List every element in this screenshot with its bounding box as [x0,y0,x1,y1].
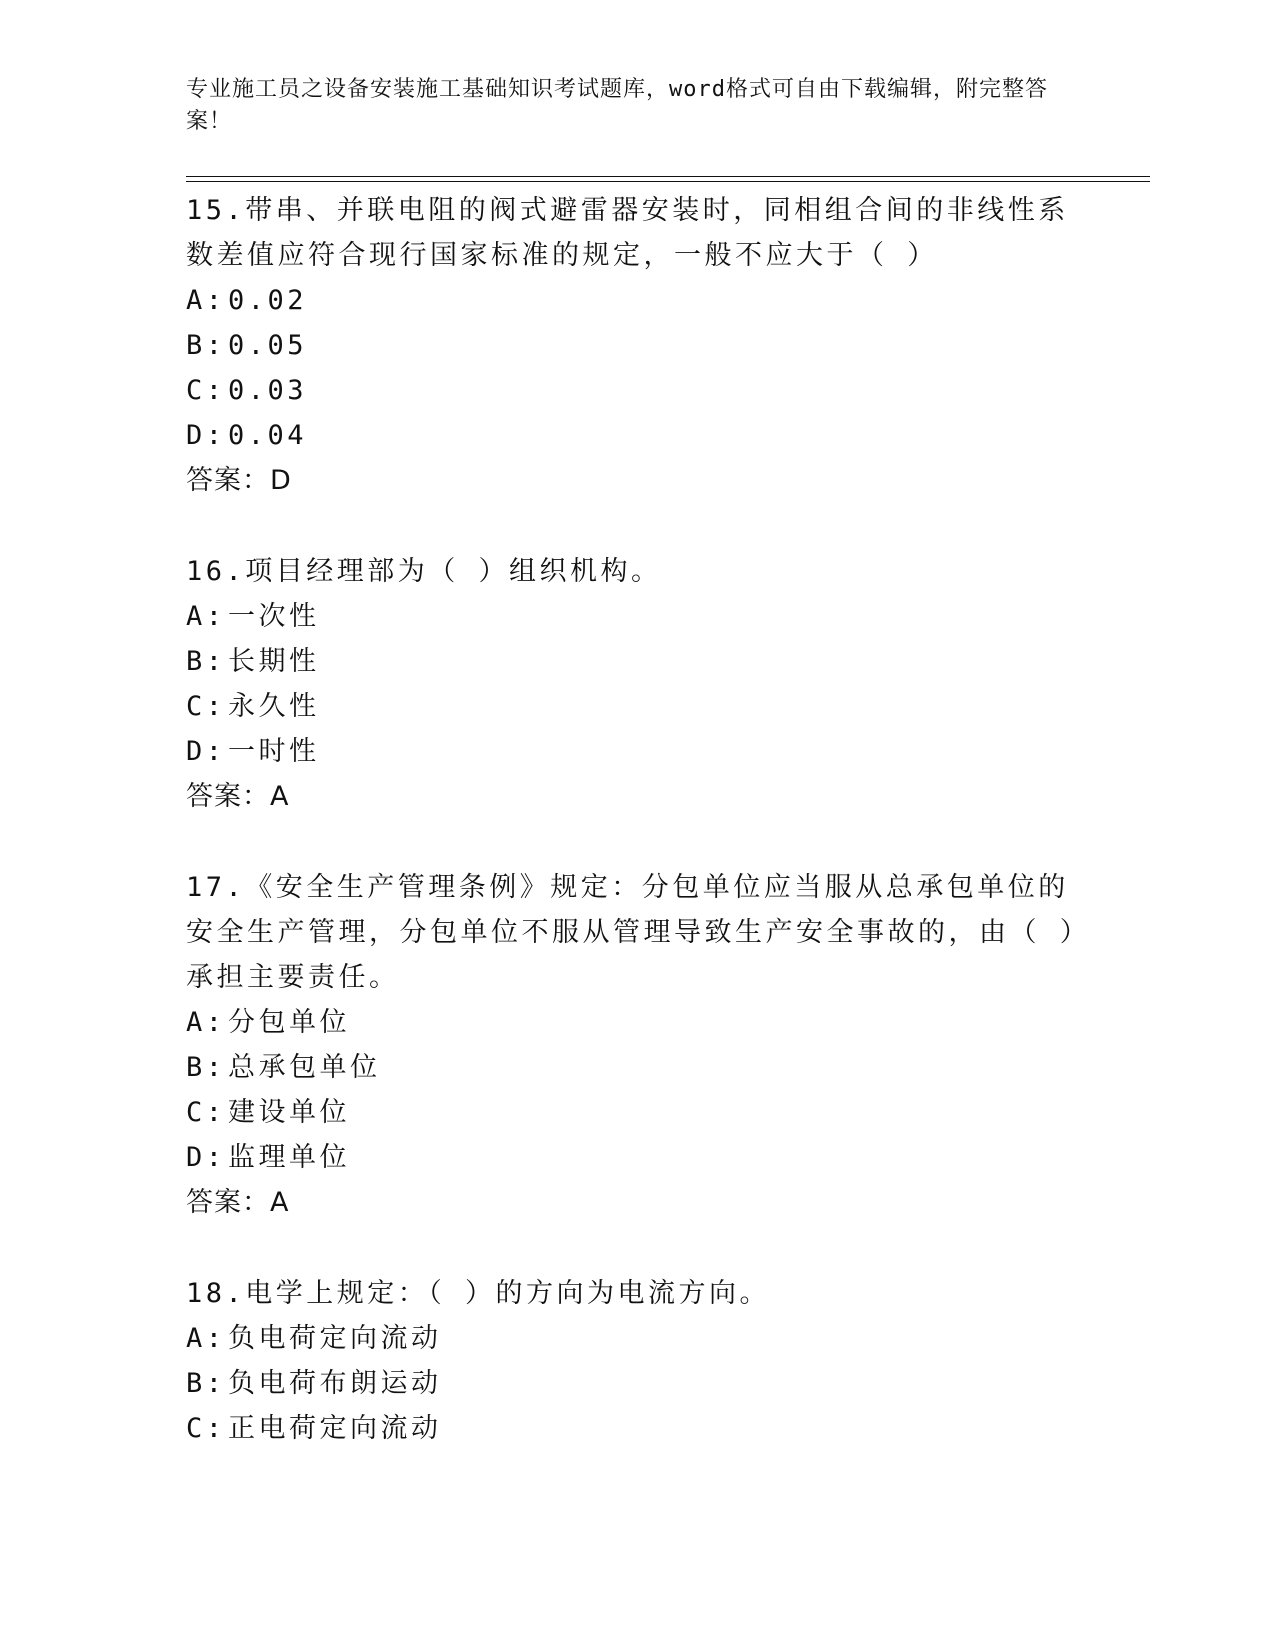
question-16 [186,549,1086,819]
question-text: 16.项目经理部为（ ）组织机构。 [186,556,662,587]
option-c [186,368,1086,413]
option-a [186,594,1086,639]
option-text: 0.05 [228,330,308,361]
option-b [186,323,1086,368]
option-c [186,684,1086,729]
option-d [186,1135,1086,1180]
option-letter: A: [186,1323,226,1354]
header-divider-bottom [186,181,1150,182]
option-text: 总承包单位 [228,1052,381,1083]
option-text: 一时性 [228,736,320,767]
answer-line: 答案：A [186,781,290,812]
option-text: 负电荷定向流动 [228,1323,442,1354]
option-text: 监理单位 [228,1142,350,1173]
option-text: 正电荷定向流动 [228,1413,442,1444]
option-b [186,639,1086,684]
option-letter: C: [186,691,226,722]
option-c [186,1406,1086,1451]
header-divider-top [186,176,1150,177]
answer-line: 答案：A [186,1187,290,1218]
question-text: 17.《安全生产管理条例》规定：分包单位应当服从总承包单位的安全生产管理，分包单位不服从管理导致生产安全事故的，由（ ）承担主要责任。 [186,872,1077,993]
option-text: 0.02 [228,285,308,316]
question-17 [186,865,1086,1225]
option-letter: A: [186,1007,226,1038]
option-letter: B: [186,330,226,361]
document-header: 专业施工员之设备安装施工基础知识考试题库，word格式可自由下载编辑，附完整答案！ [186,77,1048,134]
option-a [186,1000,1086,1045]
option-a [186,278,1086,323]
question-15 [186,188,1086,503]
option-text: 一次性 [228,601,320,632]
option-letter: B: [186,646,226,677]
option-text: 永久性 [228,691,320,722]
option-d [186,729,1086,774]
option-letter: D: [186,736,226,767]
option-text: 0.03 [228,375,308,406]
option-text: 0.04 [228,420,308,451]
option-letter: A: [186,285,226,316]
question-text: 15.带串、并联电阻的阀式避雷器安装时，同相组合间的非线性系数差值应符合现行国家标准的规定，一般不应大于（ ） [186,195,1069,271]
option-letter: D: [186,1142,226,1173]
option-letter: B: [186,1052,226,1083]
question-list [186,188,1086,1497]
question-18 [186,1271,1086,1451]
option-a [186,1316,1086,1361]
option-text: 建设单位 [228,1097,350,1128]
option-letter: C: [186,375,226,406]
option-text: 分包单位 [228,1007,350,1038]
option-letter: C: [186,1413,226,1444]
answer-line: 答案：D [186,465,292,496]
option-text: 长期性 [228,646,320,677]
option-letter: A: [186,601,226,632]
option-letter: C: [186,1097,226,1128]
option-text: 负电荷布朗运动 [228,1368,442,1399]
option-c [186,1090,1086,1135]
option-b [186,1361,1086,1406]
question-text: 18.电学上规定：（ ）的方向为电流方向。 [186,1278,771,1309]
option-d [186,413,1086,458]
option-letter: B: [186,1368,226,1399]
option-letter: D: [186,420,226,451]
option-b [186,1045,1086,1090]
